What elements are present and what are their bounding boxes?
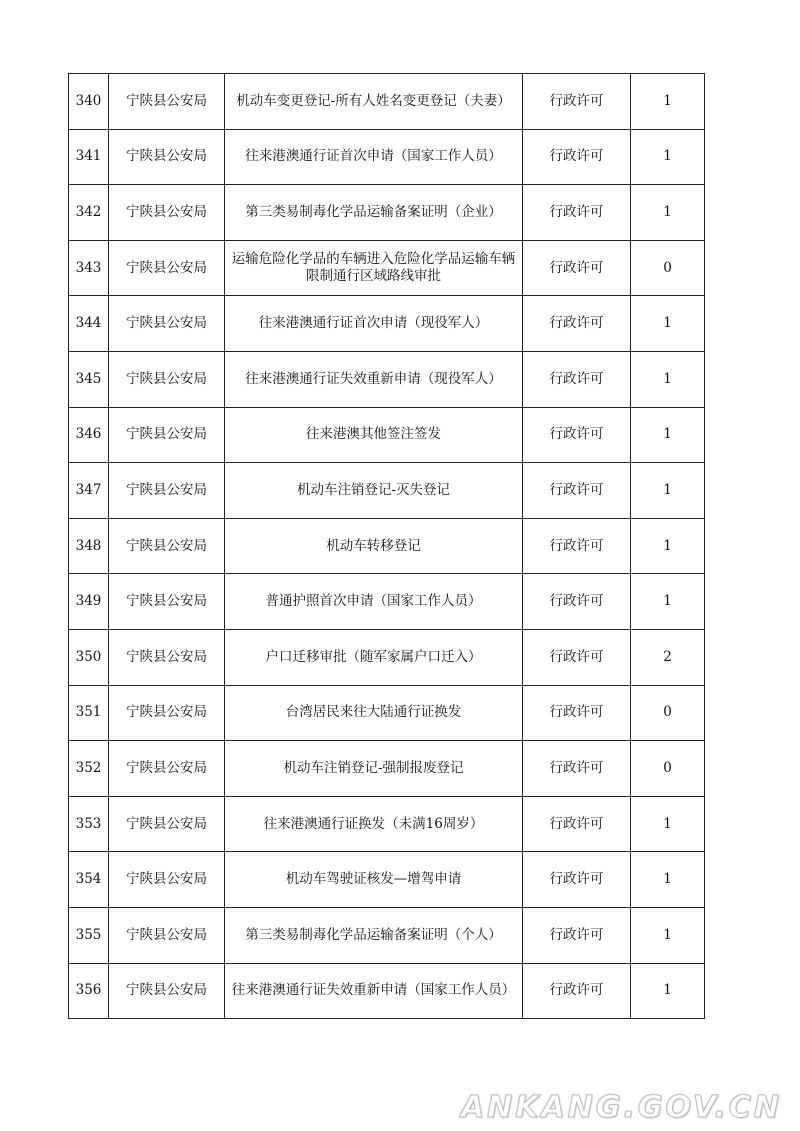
item-type-cell: 行政许可	[523, 463, 631, 519]
table-row	[69, 629, 705, 685]
row-number: 348	[69, 518, 109, 574]
item-type-cell: 行政许可	[523, 185, 631, 241]
table-row	[69, 907, 705, 963]
count-cell: 1	[631, 796, 705, 852]
row-number: 340	[69, 74, 109, 130]
item-type-cell: 行政许可	[523, 852, 631, 908]
item-type-cell: 行政许可	[523, 407, 631, 463]
item-type-cell: 行政许可	[523, 741, 631, 797]
table-row	[69, 74, 705, 130]
count-cell: 0	[631, 741, 705, 797]
item-name-cell: 机动车转移登记	[225, 518, 523, 574]
item-type-cell: 行政许可	[523, 74, 631, 130]
count-cell: 1	[631, 852, 705, 908]
count-cell: 1	[631, 74, 705, 130]
item-type-cell: 行政许可	[523, 296, 631, 352]
item-name-cell: 第三类易制毒化学品运输备案证明（企业）	[225, 185, 523, 241]
row-number: 346	[69, 407, 109, 463]
item-name-cell: 往来港澳其他签注签发	[225, 407, 523, 463]
department-cell: 宁陕县公安局	[109, 240, 225, 296]
table-row	[69, 574, 705, 630]
count-cell: 1	[631, 963, 705, 1019]
row-number: 355	[69, 907, 109, 963]
table-row	[69, 518, 705, 574]
department-cell: 宁陕县公安局	[109, 129, 225, 185]
department-cell: 宁陕县公安局	[109, 963, 225, 1019]
count-cell: 2	[631, 629, 705, 685]
table-row	[69, 741, 705, 797]
table-row	[69, 963, 705, 1019]
row-number: 344	[69, 296, 109, 352]
row-number: 351	[69, 685, 109, 741]
row-number: 356	[69, 963, 109, 1019]
item-name-cell: 户口迁移审批（随军家属户口迁入）	[225, 629, 523, 685]
table-row	[69, 463, 705, 519]
row-number: 342	[69, 185, 109, 241]
site-watermark: ANKANG.GOV.CN	[460, 1090, 782, 1125]
item-type-cell: 行政许可	[523, 796, 631, 852]
item-type-cell: 行政许可	[523, 963, 631, 1019]
item-name-cell: 第三类易制毒化学品运输备案证明（个人）	[225, 907, 523, 963]
item-type-cell: 行政许可	[523, 129, 631, 185]
count-cell: 1	[631, 463, 705, 519]
item-name-cell: 往来港澳通行证首次申请（现役军人）	[225, 296, 523, 352]
item-type-cell: 行政许可	[523, 685, 631, 741]
department-cell: 宁陕县公安局	[109, 741, 225, 797]
table-body	[69, 74, 705, 1019]
item-name-cell: 往来港澳通行证首次申请（国家工作人员）	[225, 129, 523, 185]
row-number: 350	[69, 629, 109, 685]
item-type-cell: 行政许可	[523, 574, 631, 630]
row-number: 354	[69, 852, 109, 908]
row-number: 341	[69, 129, 109, 185]
item-name-cell: 往来港澳通行证失效重新申请（现役军人）	[225, 351, 523, 407]
department-cell: 宁陕县公安局	[109, 574, 225, 630]
table-row	[69, 796, 705, 852]
table-row	[69, 852, 705, 908]
item-type-cell: 行政许可	[523, 240, 631, 296]
department-cell: 宁陕县公安局	[109, 907, 225, 963]
department-cell: 宁陕县公安局	[109, 629, 225, 685]
table-row	[69, 685, 705, 741]
row-number: 345	[69, 351, 109, 407]
count-cell: 1	[631, 296, 705, 352]
row-number: 352	[69, 741, 109, 797]
department-cell: 宁陕县公安局	[109, 296, 225, 352]
item-name-cell: 往来港澳通行证失效重新申请（国家工作人员）	[225, 963, 523, 1019]
count-cell: 1	[631, 574, 705, 630]
row-number: 353	[69, 796, 109, 852]
department-cell: 宁陕县公安局	[109, 518, 225, 574]
department-cell: 宁陕县公安局	[109, 463, 225, 519]
department-cell: 宁陕县公安局	[109, 407, 225, 463]
department-cell: 宁陕县公安局	[109, 351, 225, 407]
item-type-cell: 行政许可	[523, 907, 631, 963]
row-number: 343	[69, 240, 109, 296]
item-type-cell: 行政许可	[523, 518, 631, 574]
count-cell: 0	[631, 240, 705, 296]
count-cell: 1	[631, 129, 705, 185]
item-type-cell: 行政许可	[523, 351, 631, 407]
department-cell: 宁陕县公安局	[109, 74, 225, 130]
row-number: 349	[69, 574, 109, 630]
item-name-cell: 往来港澳通行证换发（未满16周岁）	[225, 796, 523, 852]
count-cell: 1	[631, 518, 705, 574]
count-cell: 0	[631, 685, 705, 741]
table-row	[69, 407, 705, 463]
table-row	[69, 129, 705, 185]
table-row	[69, 296, 705, 352]
item-name-cell: 机动车注销登记-强制报废登记	[225, 741, 523, 797]
department-cell: 宁陕县公安局	[109, 852, 225, 908]
table-row	[69, 185, 705, 241]
count-cell: 1	[631, 407, 705, 463]
count-cell: 1	[631, 351, 705, 407]
count-cell: 1	[631, 185, 705, 241]
item-name-cell: 机动车驾驶证核发—增驾申请	[225, 852, 523, 908]
count-cell: 1	[631, 907, 705, 963]
item-name-cell: 机动车变更登记-所有人姓名变更登记（夫妻）	[225, 74, 523, 130]
row-number: 347	[69, 463, 109, 519]
table-row	[69, 351, 705, 407]
department-cell: 宁陕县公安局	[109, 796, 225, 852]
item-type-cell: 行政许可	[523, 629, 631, 685]
item-name-cell: 机动车注销登记-灭失登记	[225, 463, 523, 519]
item-name-cell: 普通护照首次申请（国家工作人员）	[225, 574, 523, 630]
department-cell: 宁陕县公安局	[109, 185, 225, 241]
service-table	[68, 73, 705, 1019]
department-cell: 宁陕县公安局	[109, 685, 225, 741]
item-name-cell: 运输危险化学品的车辆进入危险化学品运输车辆限制通行区域路线审批	[225, 240, 523, 296]
item-name-cell: 台湾居民来往大陆通行证换发	[225, 685, 523, 741]
table-row	[69, 240, 705, 296]
